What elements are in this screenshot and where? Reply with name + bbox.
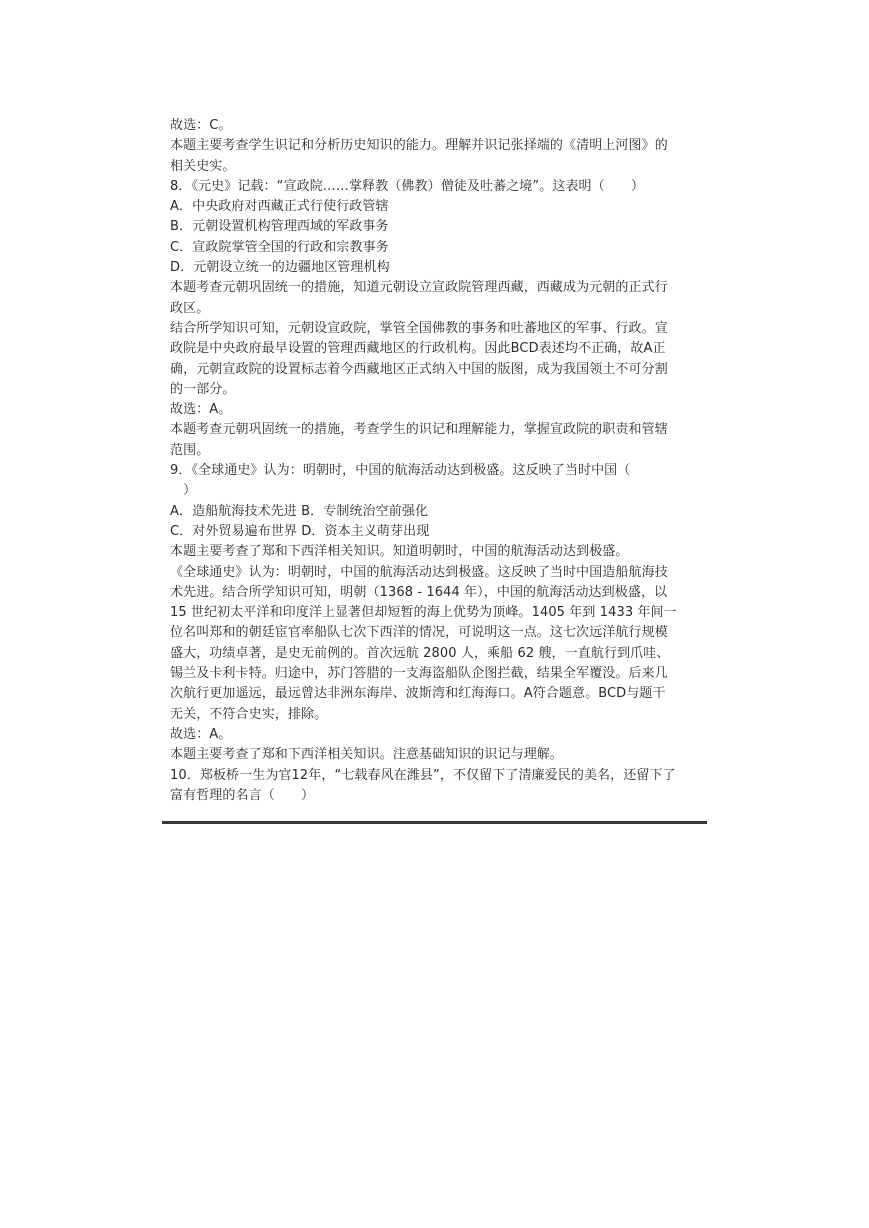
option-b: B．元朝设置机构管理西域的军政事务	[170, 219, 389, 235]
text-line: 本题主要考查了郑和下西洋相关知识。注意基础知识的识记与理解。	[170, 747, 564, 763]
option-c: C．宣政院掌管全国的行政和宗教事务	[170, 239, 389, 255]
text-line: 政区。	[170, 300, 210, 316]
text-line: 富有哲理的名言（ ）	[170, 787, 315, 803]
text-line: 次航行更加遥远，最远曾达非洲东海岸、波斯湾和红海海口。A符合题意。BCD与题干	[170, 686, 666, 702]
text-line: 《全球通史》认为：明朝时，中国的航海活动达到极盛。这反映了当时中国造船航海技	[170, 564, 668, 580]
text-line: 本题主要考查学生识记和分析历史知识的能力。理解并识记张择端的《清明上河图》的	[170, 138, 668, 154]
text-line: 确，元朝宣政院的设置标志着今西藏地区正式纳入中国的版图，成为我国领土不可分割	[170, 361, 668, 377]
question-10: 10．郑板桥一生为官12年，“七载春风在潍县”，不仅留下了清廉爱民的美名，还留下了	[170, 767, 676, 783]
option-a: A．中央政府对西藏正式行使行政管辖	[170, 199, 389, 215]
text-line: 政院是中央政府最早设置的管理西藏地区的行政机构。因此BCD表述均不正确，故A正	[170, 341, 666, 357]
answer-line: 故选：A。	[170, 726, 232, 742]
text-line: 位名叫郑和的朝廷宦官率船队七次下西洋的情况，可说明这一点。这七次远洋航行规模	[170, 625, 668, 641]
text-line: 无关，不符合史实，排除。	[170, 706, 328, 722]
text-line: 本题考查元朝巩固统一的措施，知道元朝设立宣政院管理西藏，西藏成为元朝的正式行	[170, 280, 668, 296]
option-d: D．元朝设立统一的边疆地区管理机构	[170, 260, 390, 276]
text-line: 本题主要考查了郑和下西洋相关知识。知道明朝时，中国的航海活动达到极盛。	[170, 544, 629, 560]
text-line: 故选：C。	[170, 118, 232, 133]
text-line: 15 世纪初太平洋和印度洋上显著但却短暂的海上优势为顶峰。1405 年到 1433 年间一	[170, 605, 677, 621]
text-line: ）	[170, 483, 197, 499]
text-line: 本题考查元朝巩固统一的措施，考查学生的识记和理解能力，掌握宣政院的职责和管辖	[170, 422, 668, 438]
option-ab: A．造船航海技术先进 B．专制统治空前强化	[170, 503, 429, 519]
question-9: 9．《全球通史》认为：明朝时，中国的航海活动达到极盛。这反映了当时中国（	[170, 463, 631, 479]
text-line: 锡兰及卡利卡特。归途中，苏门答腊的一支海盗船队企图拦截，结果全军覆没。后来几	[170, 666, 668, 682]
bottom-divider	[162, 821, 707, 824]
document-text	[170, 116, 695, 806]
text-line: 相关史实。	[170, 158, 236, 174]
text-line: 的一部分。	[170, 381, 236, 397]
text-line: 范围。	[170, 442, 210, 458]
text-line: 术先进。结合所学知识可知，明朝（1368 - 1644 年），中国的航海活动达到极盛，以	[170, 584, 668, 600]
text-line: 结合所学知识可知，元朝设宣政院，掌管全国佛教的事务和吐蕃地区的军事、行政。宣	[170, 320, 668, 336]
answer-line: 故选：A。	[170, 402, 232, 418]
text-line: 盛大，功绩卓著，是史无前例的。首次远航 2800 人，乘船 62 艘，一直航行到爪哇、	[170, 645, 670, 661]
question-8: 8．《元史》记载：“宣政院……掌释教（佛教）僧徒及吐蕃之境”。这表明（ ）	[170, 178, 645, 194]
option-cd: C．对外贸易遍布世界 D．资本主义萌芽出现	[170, 523, 430, 539]
